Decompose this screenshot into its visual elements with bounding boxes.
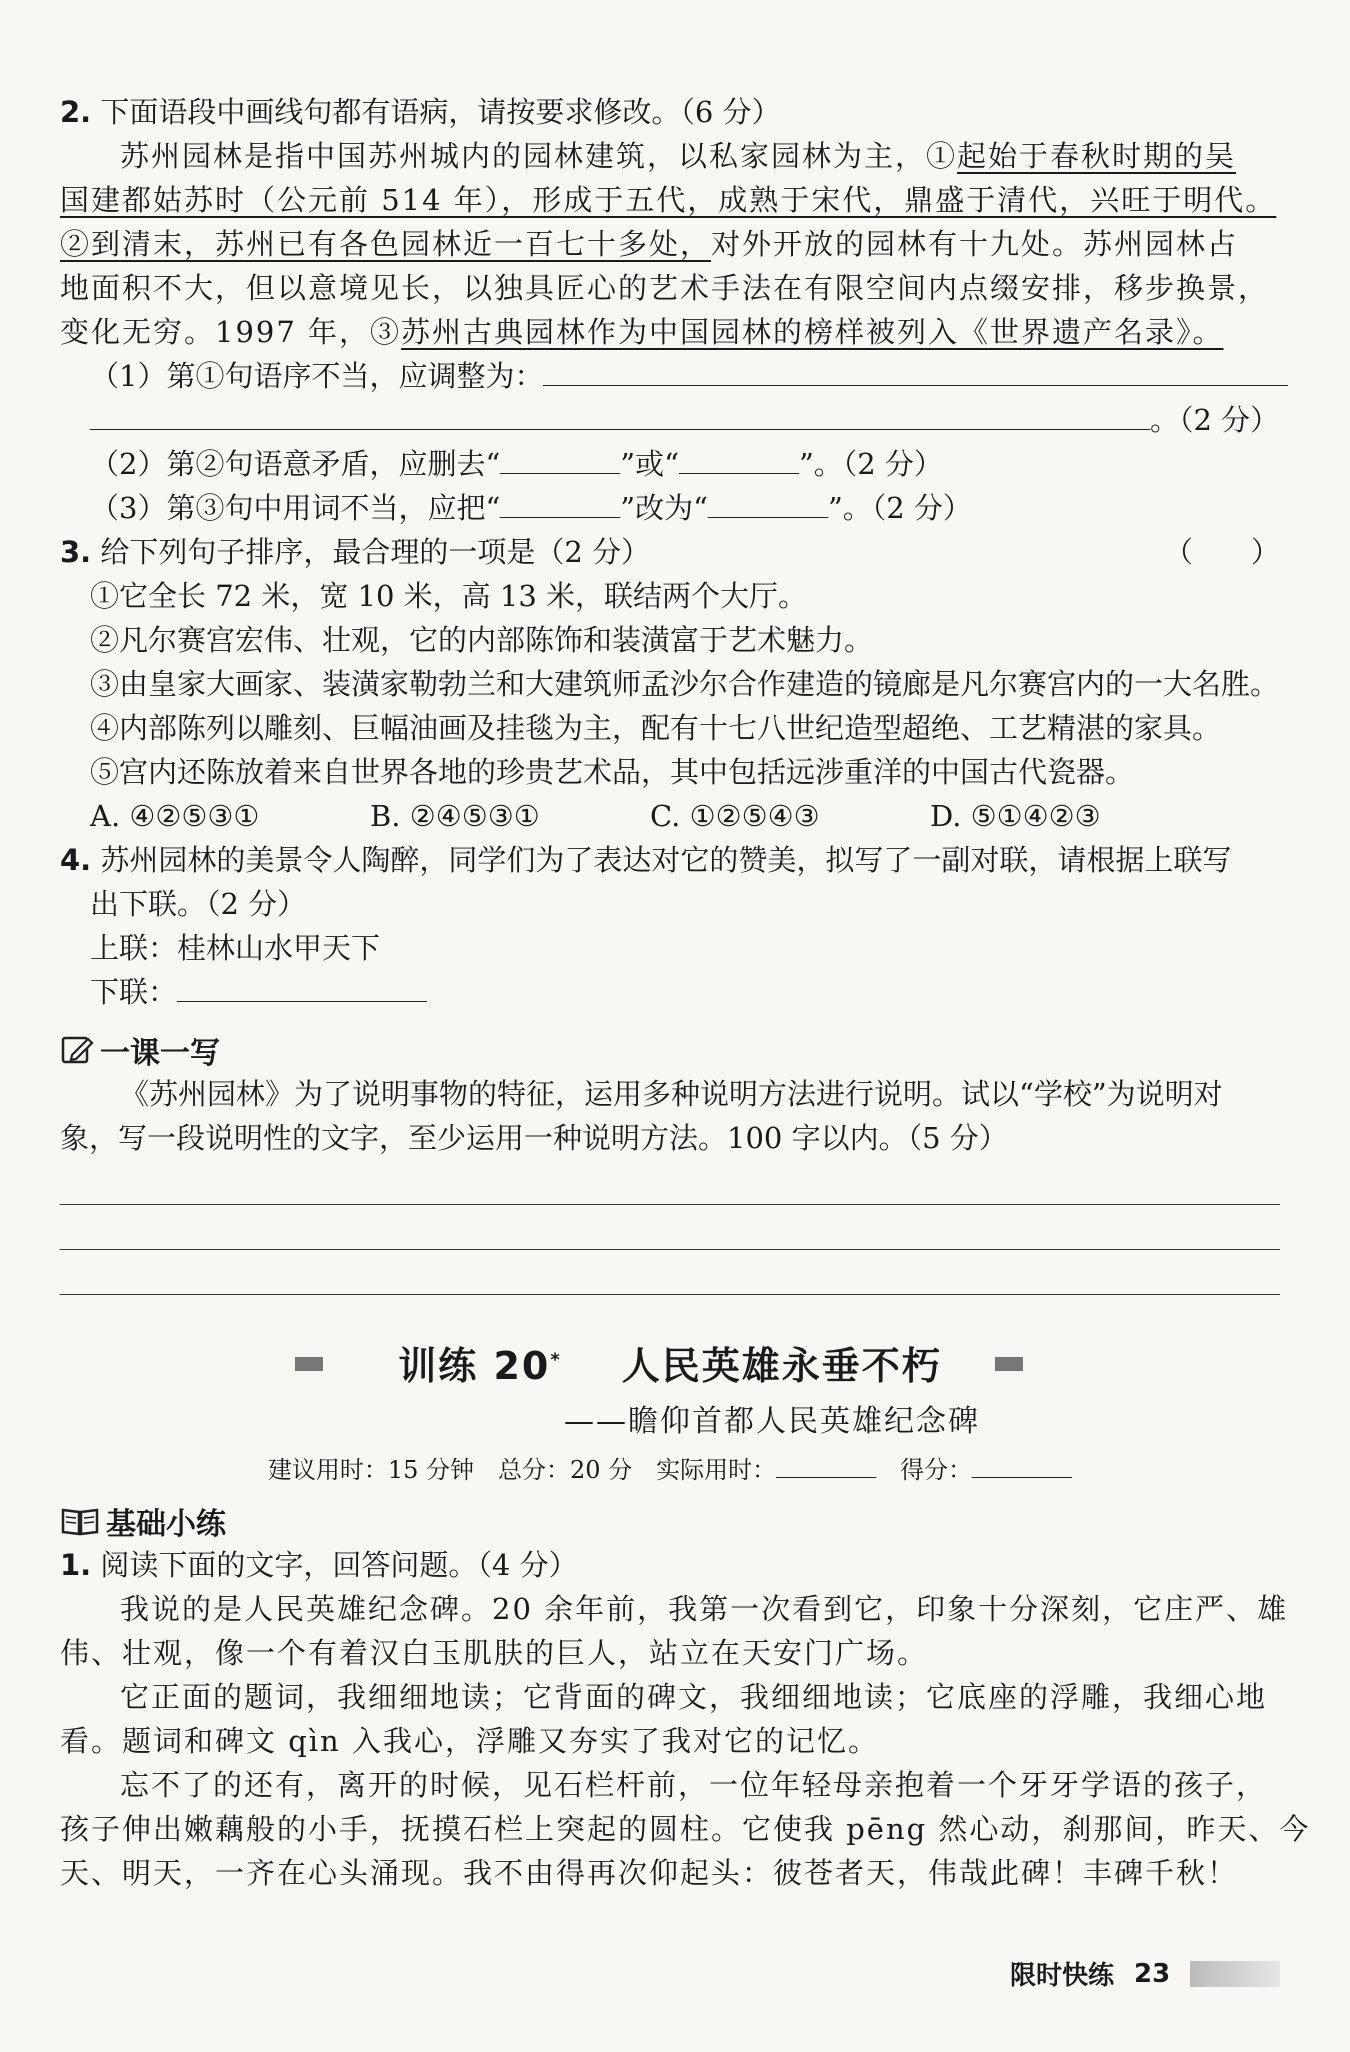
q2-sub1-text: （1）第①句语序不当，应调整为： bbox=[90, 359, 544, 393]
page-footer bbox=[1010, 1955, 1280, 1992]
q4-number: 4. bbox=[60, 843, 92, 877]
q2-para-line-2 bbox=[60, 178, 1280, 222]
write-heading-text: 一课一写 bbox=[100, 1036, 220, 1071]
q3-option-b[interactable]: B. ②④⑤③① bbox=[370, 799, 540, 833]
title-deco-right-icon bbox=[995, 1357, 1023, 1371]
write-answer-line-2[interactable] bbox=[60, 1241, 1280, 1250]
q2-sub3-text: （3）第③句中用词不当，应把“ bbox=[90, 491, 501, 525]
passage-line-2: 伟、壮观，像一个有着汉白玉肌肤的巨人，站立在天安门广场。 bbox=[60, 1636, 929, 1670]
q2-sub1-cont bbox=[60, 398, 1280, 442]
q3-option-c[interactable]: C. ①②⑤④③ bbox=[650, 799, 820, 833]
q3-item-3: ③由皇家大画家、装潢家勒勃兰和大建筑师孟沙尔合作建造的镜廊是凡尔赛宫内的一大名胜。 bbox=[90, 667, 1280, 701]
q3-option-d[interactable]: D. ⑤①④②③ bbox=[930, 799, 1101, 833]
footer-bar bbox=[1190, 1961, 1280, 1987]
passage-line-1: 我说的是人民英雄纪念碑。20 余年前，我第一次看到它，印象十分深刻，它庄严、雄 bbox=[120, 1592, 1289, 1626]
q2-para-line-3 bbox=[60, 222, 1280, 266]
suggested-time-text: 建议用时：15 分钟 总分：20 分 实际用时： bbox=[267, 1456, 777, 1484]
passage-line-3: 它正面的题词，我细细地读；它背面的碑文，我细细地读；它底座的浮雕，我细心地 bbox=[120, 1680, 1268, 1714]
lesson-title-row bbox=[60, 1335, 1280, 1390]
q4-lower-answer-blank[interactable] bbox=[177, 971, 427, 1002]
q2-stem-text: 下面语段中画线句都有语病，请按要求修改。（6 分） bbox=[100, 95, 781, 129]
q3-item-1: ①它全长 72 米，宽 10 米，高 13 米，联结两个大厅。 bbox=[90, 579, 808, 613]
actual-time-blank[interactable] bbox=[776, 1453, 876, 1478]
q2-para-text: 对外开放的园林有十九处。苏州园林占 bbox=[711, 227, 1239, 261]
q3-item-2: ②凡尔赛宫宏伟、壮观，它的内部陈饰和装潢富于艺术魅力。 bbox=[90, 623, 874, 657]
footer-label: 限时快练 bbox=[1010, 1961, 1115, 1991]
q2-para-line-5 bbox=[60, 310, 1280, 354]
lesson-star: * bbox=[550, 1349, 562, 1371]
q2-para-text: 变化无穷。1997 年，③ bbox=[60, 315, 402, 349]
q4-stem-2: 出下联。（2 分） bbox=[90, 887, 307, 921]
q2-underline-1a: 起始于春秋时期的吴 bbox=[957, 139, 1237, 173]
q2-para-text: 苏州园林是指中国苏州城内的园林建筑，以私家园林为主，① bbox=[120, 139, 958, 173]
q2-sub2-text: （2）第②句语意矛盾，应删去“ bbox=[90, 447, 501, 481]
q3-option-a[interactable]: A. ④②⑤③① bbox=[90, 799, 260, 833]
lesson-number: 训练 20 bbox=[398, 1344, 551, 1388]
q2-sub3-score: ”。（2 分） bbox=[827, 491, 972, 525]
passage-line-6: 孩子伸出嫩藕般的小手，抚摸石栏上突起的圆柱。它使我 pēng 然心动，刹那间，昨天、今 bbox=[60, 1812, 1311, 1846]
q2-sub1-answer-blank[interactable] bbox=[543, 355, 1288, 386]
basic-section-heading bbox=[60, 1499, 1280, 1543]
write-prompt-2: 象，写一段说明性的文字，至少运用一种说明方法。100 字以内。（5 分） bbox=[60, 1121, 1008, 1155]
passage-line-4: 看。题词和碑文 qìn 入我心，浮雕又夯实了我对它的记忆。 bbox=[60, 1724, 879, 1758]
score-blank[interactable] bbox=[972, 1453, 1072, 1478]
q4-stem-1 bbox=[60, 838, 1280, 882]
basic-q1-stem-text: 阅读下面的文字，回答问题。（4 分） bbox=[100, 1548, 578, 1582]
q2-stem bbox=[60, 90, 1280, 134]
q2-sub1-score: 。（2 分） bbox=[1150, 403, 1280, 437]
q4-lower-couplet bbox=[60, 970, 1280, 1014]
page-number: 23 bbox=[1134, 1958, 1171, 1989]
q4-stem-text: 苏州园林的美景令人陶醉，同学们为了表达对它的赞美，拟写了一副对联，请根据上联写 bbox=[100, 843, 1232, 877]
q2-sub2-blank-2[interactable] bbox=[679, 443, 799, 474]
passage-line-5: 忘不了的还有，离开的时候，见石栏杆前，一位年轻母亲抱着一个牙牙学语的孩子， bbox=[120, 1768, 1268, 1802]
q2-underline-2: ②到清末，苏州已有各色园林近一百七十多处， bbox=[60, 227, 712, 261]
basic-q1-number: 1. bbox=[60, 1548, 92, 1582]
passage-line-7: 天、明天，一齐在心头涌现。我不由得再次仰起头：彼苍者天，伟哉此碑！丰碑千秋！ bbox=[60, 1856, 1239, 1890]
q3-item-4: ④内部陈列以雕刻、巨幅油画及挂毯为主，配有十七八世纪造型超绝、工艺精湛的家具。 bbox=[90, 711, 1222, 745]
q2-sub1 bbox=[60, 354, 1280, 398]
basic-q1-stem bbox=[60, 1543, 1280, 1587]
lesson-meta bbox=[60, 1450, 1280, 1485]
write-answer-line-3[interactable] bbox=[60, 1286, 1280, 1295]
q2-sub2-text-b: ”或“ bbox=[620, 447, 679, 481]
lesson-subtitle: ——瞻仰首都人民英雄纪念碑 bbox=[564, 1404, 980, 1439]
q3-stem bbox=[60, 530, 1280, 574]
write-answer-line-1[interactable] bbox=[60, 1196, 1280, 1205]
q2-number: 2. bbox=[60, 95, 92, 129]
score-label: 得分： bbox=[876, 1456, 973, 1484]
open-book-icon bbox=[60, 1504, 100, 1538]
q3-stem-text: 给下列句子排序，最合理的一项是（2 分） bbox=[100, 535, 651, 569]
q2-sub2-blank-1[interactable] bbox=[500, 443, 620, 474]
q2-sub3-blank-1[interactable] bbox=[500, 487, 620, 518]
q2-sub3-blank-2[interactable] bbox=[708, 487, 828, 518]
q2-underline-1b: 国建都姑苏时（公元前 514 年），形成于五代，成熟于宋代，鼎盛于清代，兴旺于明代。 bbox=[60, 183, 1277, 217]
q4-upper-couplet: 上联：桂林山水甲天下 bbox=[90, 931, 381, 965]
lesson-title bbox=[398, 1344, 942, 1388]
worksheet-page bbox=[60, 90, 1311, 1895]
q2-sub1-answer-blank-2[interactable] bbox=[90, 399, 1150, 430]
q3-answer-paren[interactable]: （ ） bbox=[1163, 535, 1280, 569]
write-section-heading bbox=[60, 1028, 1280, 1072]
basic-heading-text: 基础小练 bbox=[106, 1507, 226, 1542]
write-prompt-1: 《苏州园林》为了说明事物的特征，运用多种说明方法进行说明。试以“学校”为说明对 bbox=[120, 1077, 1223, 1111]
q3-options bbox=[60, 794, 1280, 838]
title-deco-left-icon bbox=[295, 1357, 323, 1371]
pencil-note-icon bbox=[60, 1033, 94, 1067]
q4-lower-label: 下联： bbox=[90, 975, 178, 1009]
q2-underline-3: 苏州古典园林作为中国园林的榜样被列入《世界遗产名录》。 bbox=[401, 315, 1224, 349]
q2-para-line-1 bbox=[60, 134, 1280, 178]
q2-para-line-4: 地面积不大，但以意境见长，以独具匠心的艺术手法在有限空间内点缀安排，移步换景， bbox=[60, 271, 1270, 305]
lesson-name: 人民英雄永垂不朽 bbox=[621, 1344, 942, 1388]
q2-sub2 bbox=[60, 442, 1280, 486]
q2-sub2-score: ”。（2 分） bbox=[798, 447, 943, 481]
q2-sub3-text-b: ”改为“ bbox=[620, 491, 708, 525]
q2-sub3 bbox=[60, 486, 1280, 530]
q3-number: 3. bbox=[60, 535, 92, 569]
q3-item-5: ⑤宫内还陈放着来自世界各地的珍贵艺术品，其中包括远涉重洋的中国古代瓷器。 bbox=[90, 755, 1135, 789]
